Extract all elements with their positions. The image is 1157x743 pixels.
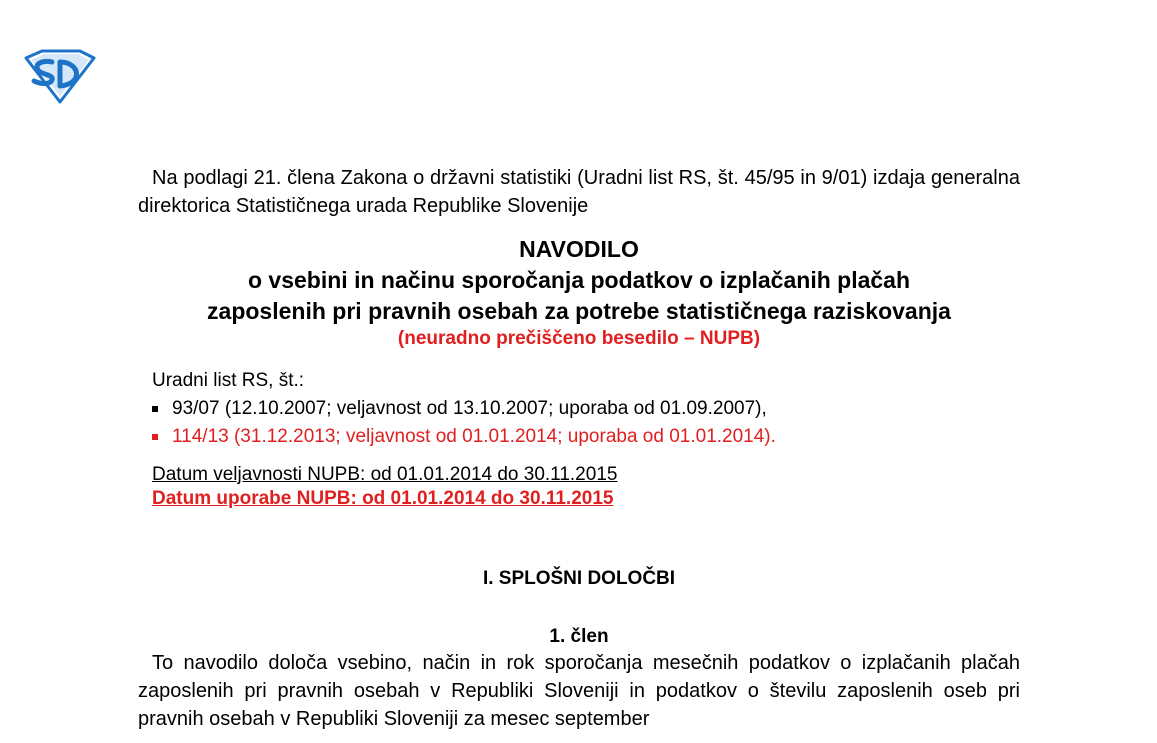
- document-title-line-2: o vsebini in načinu sporočanja podatkov o izplačanih plačah: [247, 267, 911, 293]
- article-heading: 1. člen: [549, 626, 609, 647]
- sources-list: [152, 395, 1020, 451]
- sources-heading: Uradni list RS, št.:: [152, 370, 305, 391]
- validity-date: Datum veljavnosti NUPB: od 01.01.2014 do 30.11.2015: [152, 464, 618, 485]
- usage-date: Datum uporabe NUPB: od 01.01.2014 do 30.11.2015: [152, 488, 614, 509]
- sources-block: [138, 367, 1020, 451]
- dates-block: [138, 463, 1020, 511]
- document-subtitle: (neuradno prečiščeno besedilo – NUPB): [397, 328, 761, 349]
- article-text: To navodilo določa vsebino, način in rok sporočanja mesečnih podatkov o izplačanih plačah zaposlenih pri pravnih osebah v Republiki Sloveniji in podatkov o številu zaposlenih oseb pri pravnih osebah v Republiki Sloveniji za mesec september: [138, 652, 1020, 730]
- bullet-icon: [152, 434, 158, 440]
- section-heading: I. SPLOŠNI DOLOČBI: [482, 568, 676, 589]
- document-title-block: [138, 234, 1020, 351]
- source-item: [152, 395, 1020, 423]
- source-item: [152, 423, 1020, 451]
- document-page: [138, 164, 1020, 733]
- source-item-text: 93/07 (12.10.2007; veljavnost od 13.10.2007; uporaba od 01.09.2007),: [172, 398, 767, 419]
- document-title: NAVODILO: [519, 236, 639, 262]
- intro-paragraph: Na podlagi 21. člena Zakona o državni statistiki (Uradni list RS, št. 45/95 in 9/01) izdaja generalna direktorica Statističnega urada Republike Slovenije: [138, 167, 1020, 217]
- sd-logo-icon: [22, 48, 96, 104]
- source-item-text: 114/13 (31.12.2013; veljavnost od 01.01.2014; uporaba od 01.01.2014).: [172, 426, 776, 447]
- bullet-icon: [152, 406, 158, 412]
- document-title-line-3: zaposlenih pri pravnih osebah za potrebe statističnega raziskovanja: [207, 298, 951, 324]
